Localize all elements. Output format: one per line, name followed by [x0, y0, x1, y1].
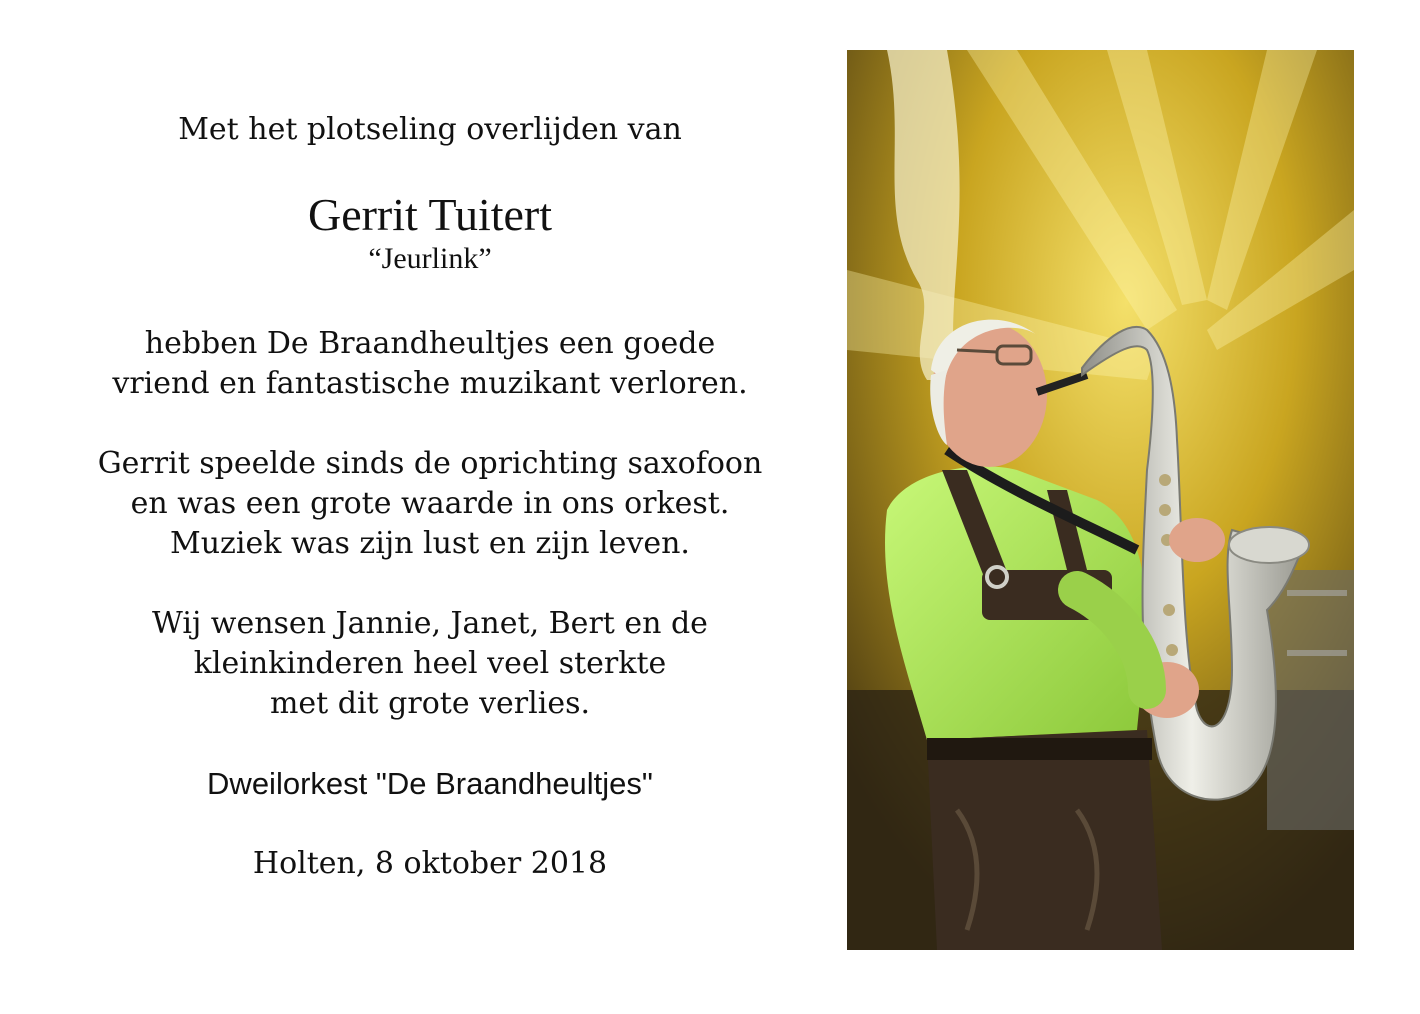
memorial-text [40, 100, 820, 884]
deceased-name: Gerrit Tuitert [307, 189, 553, 240]
paragraph-tribute [40, 444, 820, 564]
paragraph-line: kleinkinderen heel veel sterkte [193, 646, 667, 681]
signature-block [40, 764, 820, 804]
paragraph-line: en was een grote waarde in ons orkest. [130, 486, 730, 521]
place-date-block [40, 844, 820, 884]
paragraph-line: met dit grote verlies. [269, 686, 591, 721]
paragraph-condolence [40, 604, 820, 724]
paragraph-loss [40, 324, 820, 404]
paragraph-line: vriend en fantastische muzikant verloren. [112, 366, 748, 401]
place-date: Holten, 8 oktober 2018 [252, 846, 608, 881]
paragraph-line: Wij wensen Jannie, Janet, Bert en de [152, 606, 708, 641]
paragraph-line: Muziek was zijn lust en zijn leven. [170, 526, 690, 561]
signature: Dweilorkest "De Braandheultjes" [207, 766, 653, 801]
paragraph-line: hebben De Braandheultjes een goede [144, 326, 716, 361]
saxophone-player-photo [847, 50, 1354, 950]
deceased-nickname: “Jeurlink” [368, 242, 492, 275]
paragraph-line: Gerrit speelde sinds de oprichting saxofoon [97, 446, 763, 481]
intro-line: Met het plotseling overlijden van [178, 112, 682, 147]
